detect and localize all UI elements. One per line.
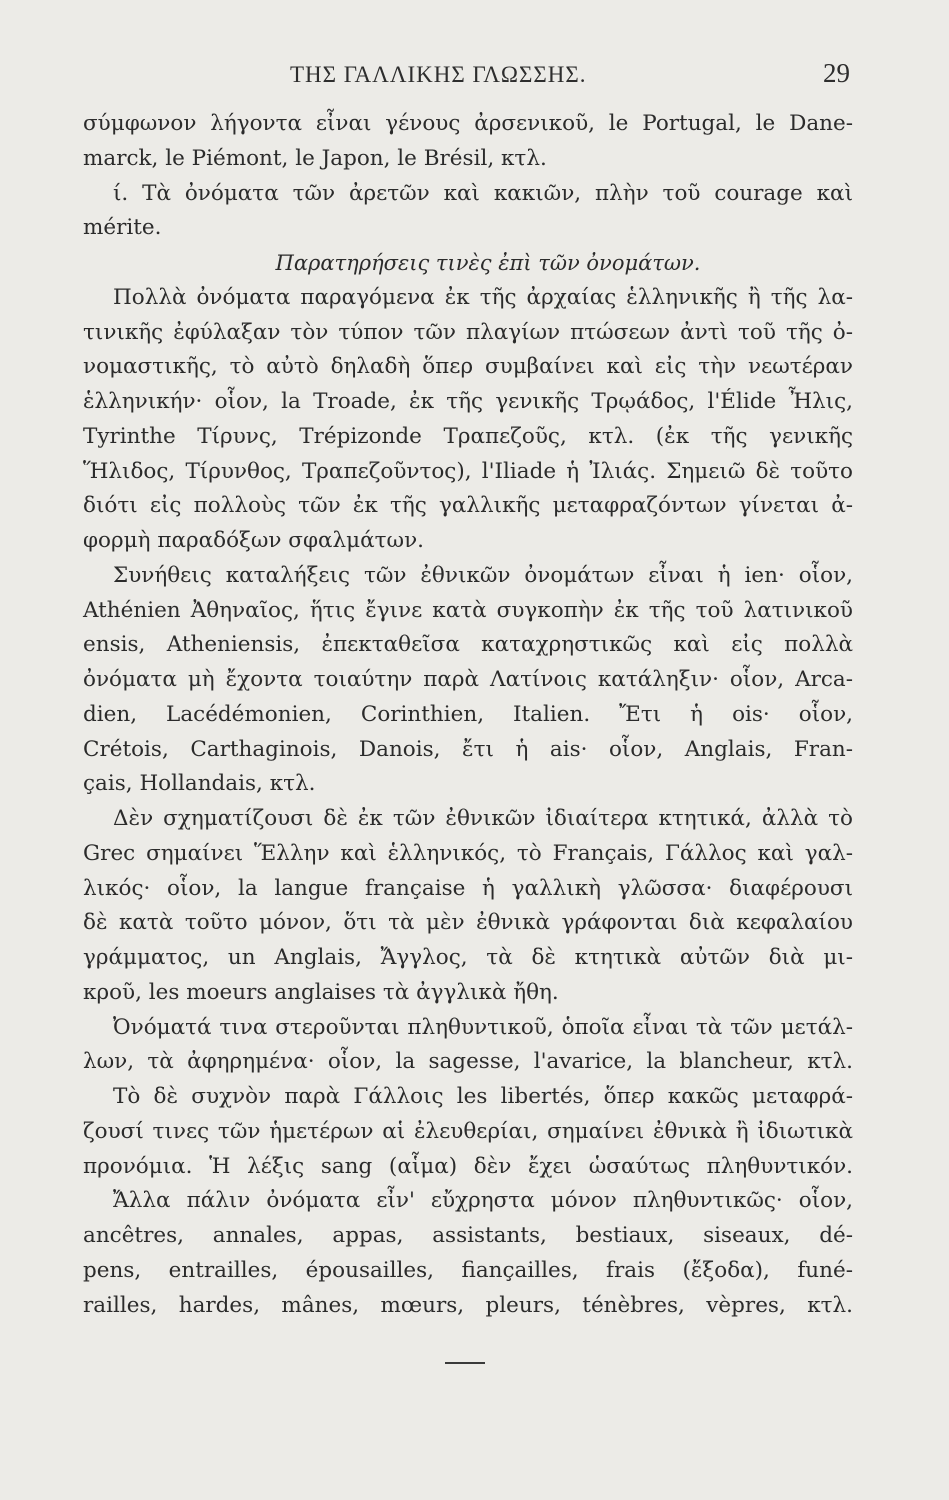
text-line: προνόμια. Ἡ λέξις sang (αἷμα) δὲν ἔχει ὡσαύτως πληθυντικόν. — [83, 1153, 853, 1179]
text-line: δὲ κατὰ τοῦτο μόνον, ὅτι τὰ μὲν ἐθνικὰ γράφονται διὰ κεφαλαίου — [83, 910, 853, 936]
text-line: διότι εἰς πολλοὺς τῶν ἐκ τῆς γαλλικῆς μεταφραζόντων γίνεται ἀ- — [83, 493, 853, 519]
running-head: ΤΗΣ ΓΑΛΛΙΚΗΣ ΓΛΩΣΣΗΣ. — [290, 62, 587, 87]
text-line: ζουσί τινες τῶν ἡμετέρων αἱ ἐλευθερίαι, σημαίνει ἐθνικὰ ἢ ἰδιωτικὰ — [83, 1118, 853, 1144]
text-line: Crétois, Carthaginois, Danois, ἔτι ἡ ais· οἷον, Anglais, Fran- — [83, 736, 853, 762]
text-line: τινικῆς ἐφύλαξαν τὸν τύπον τῶν πλαγίων πτώσεων ἀντὶ τοῦ τῆς ὀ- — [83, 319, 853, 345]
text-line: ἑλληνικήν· οἷον, la Troade, ἐκ τῆς γενικῆς Τρῳάδος, l'Élide Ἦλις, — [83, 389, 853, 414]
text-line: γράμματος, un Anglais, Ἄγγλος, τὰ δὲ κτητικὰ αὐτῶν διὰ μι- — [83, 945, 853, 970]
text-line: Συνήθεις καταλήξεις τῶν ἐθνικῶν ὀνομάτων εἶναι ἡ ien· οἷον, — [113, 562, 853, 588]
text-line: κροῦ, les moeurs anglaises τὰ ἀγγλικὰ ἤθη. — [83, 979, 559, 1005]
text-line: Ἄλλα πάλιν ὀνόματα εἶν' εὔχρηστα μόνον πληθυντικῶς· οἷον, — [113, 1188, 853, 1214]
text-line: Grec σημαίνει Ἕλλην καὶ ἑλληνικός, τὸ Français, Γάλλος καὶ γαλ- — [83, 840, 853, 866]
text-line: νομαστικῆς, τὸ αὐτὸ δηλαδὴ ὅπερ συμβαίνει καὶ εἰς τὴν νεωτέραν — [83, 354, 853, 380]
text-line: ί. Τὰ ὀνόματα τῶν ἀρετῶν καὶ κακιῶν, πλὴν τοῦ courage καὶ — [113, 180, 853, 206]
text-line: marck, le Piémont, le Japon, le Brésil, κτλ. — [83, 145, 547, 171]
text-line: Ἥλιδος, Τίρυνθος, Τραπεζοῦντος), l'Iliade ἡ Ἰλιάς. Σημειῶ δὲ τοῦτο — [83, 458, 853, 484]
text-line: φορμὴ παραδόξων σφαλμάτων. — [83, 528, 424, 553]
section-heading: Παρατηρήσεις τινὲς ἐπὶ τῶν ὀνομάτων. — [275, 251, 701, 275]
text-line: Tyrinthe Τίρυνς, Trépizonde Τραπεζοῦς, κτλ. (ἐκ τῆς γενικῆς — [83, 423, 853, 449]
text-line: λων, τὰ ἀφηρημένα· οἷον, la sagesse, l'avarice, la blancheur, κτλ. — [83, 1049, 853, 1075]
text-line: ὀνόματα μὴ ἔχοντα τοιαύτην παρὰ Λατίνοις κατάληξιν· οἷον, Arca- — [83, 667, 853, 692]
text-line: çais, Hollandais, κτλ. — [83, 771, 316, 797]
text-line: Δὲν σχηματίζουσι δὲ ἐκ τῶν ἐθνικῶν ἰδιαίτερα κτητικά, ἀλλὰ τὸ — [113, 806, 853, 831]
text-line: Ὀνόματά τινα στεροῦνται πληθυντικοῦ, ὁποῖα εἶναι τὰ τῶν μετάλ- — [113, 1014, 853, 1040]
end-rule — [445, 1362, 485, 1364]
page-header — [80, 58, 850, 98]
page-number: 29 — [823, 58, 850, 88]
text-line: railles, hardes, mânes, mœurs, pleurs, ténèbres, vèpres, κτλ. — [83, 1292, 853, 1318]
body-text — [83, 107, 853, 1323]
text-line: mérite. — [83, 215, 162, 241]
text-line: λικός· οἷον, la langue française ἡ γαλλικὴ γλῶσσα· διαφέρουσι — [83, 875, 853, 901]
text-line: Τὸ δὲ συχνὸν παρὰ Γάλλοις les libertés, ὅπερ κακῶς μεταφρά- — [113, 1084, 853, 1109]
text-line: dien, Lacédémonien, Corinthien, Italien. Ἔτι ἡ ois· οἷον, — [83, 701, 853, 727]
text-line: Πολλὰ ὀνόματα παραγόμενα ἐκ τῆς ἀρχαίας ἑλληνικῆς ἢ τῆς λα- — [113, 284, 853, 310]
text-line: ensis, Atheniensis, ἐπεκταθεῖσα καταχρηστικῶς καὶ εἰς πολλὰ — [83, 632, 853, 658]
text-line: σύμφωνον λήγοντα εἶναι γένους ἀρσενικοῦ, le Portugal, le Dane- — [83, 111, 853, 136]
text-line: pens, entrailles, épousailles, fiançailles, frais (ἔξοδα), funé- — [83, 1257, 853, 1283]
text-line: Athénien Ἀθηναῖος, ἥτις ἔγινε κατὰ συγκοπὴν ἐκ τῆς τοῦ λατινικοῦ — [83, 597, 853, 623]
text-line: ancêtres, annales, appas, assistants, bestiaux, siseaux, dé- — [83, 1223, 853, 1248]
